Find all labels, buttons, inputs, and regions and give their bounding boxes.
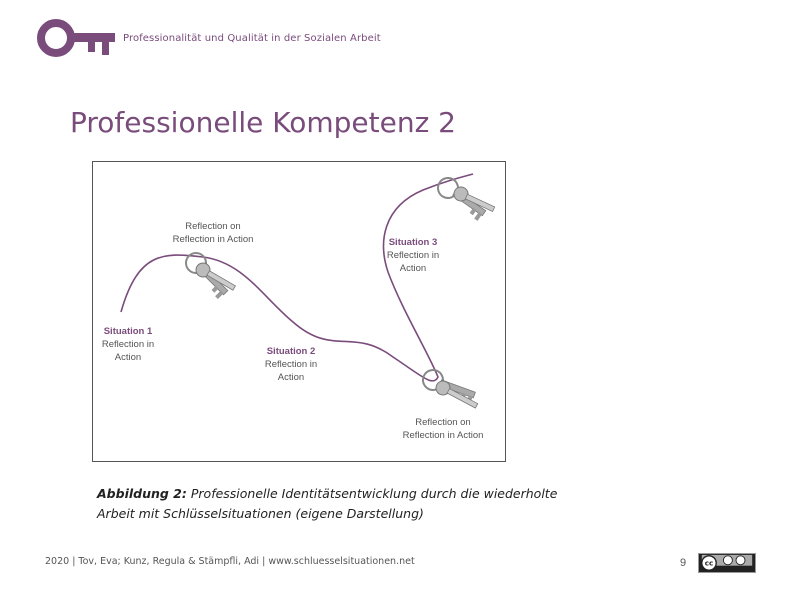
label-situation-2 bbox=[258, 345, 324, 384]
caption-text: Professionelle Identitätsentwicklung durch die wiederholte Arbeit mit Schlüsselsituationen (eigene Darstellung) bbox=[97, 486, 558, 521]
label-line: Action bbox=[399, 263, 427, 274]
key-icon bbox=[36, 16, 118, 60]
creative-commons-icon bbox=[698, 553, 756, 573]
label-line: Action bbox=[114, 352, 142, 363]
header-text: Professionalität und Qualität in der Sozialen Arbeit bbox=[123, 33, 381, 44]
situation-title: Situation 3 bbox=[388, 237, 438, 248]
figure-caption bbox=[97, 484, 567, 524]
label-situation-1 bbox=[97, 325, 159, 364]
label-line: Reflection on bbox=[185, 221, 241, 232]
svg-text:cc: cc bbox=[704, 558, 714, 568]
figure-diagram bbox=[92, 161, 506, 462]
label-situation-3 bbox=[380, 236, 446, 275]
label-line: Reflection in bbox=[264, 359, 318, 370]
situation-title: Situation 1 bbox=[103, 326, 153, 337]
label-line: Reflection in Action bbox=[172, 234, 254, 245]
label-line: Reflection in bbox=[386, 250, 440, 261]
slide-title: Professionelle Kompetenz 2 bbox=[70, 106, 456, 139]
caption-label: Abbildung 2: bbox=[97, 486, 187, 501]
footer-text: 2020 | Tov, Eva; Kunz, Regula & Stämpfli, Adi | www.schluesselsituationen.net bbox=[45, 556, 415, 567]
page-number: 9 bbox=[680, 557, 687, 569]
label-line: Reflection in bbox=[101, 339, 155, 350]
label-line: Action bbox=[277, 372, 305, 383]
label-reflection-on-top bbox=[163, 220, 263, 246]
label-reflection-on-bottom bbox=[393, 416, 493, 442]
label-line: Reflection on bbox=[415, 417, 471, 428]
label-line: Reflection in Action bbox=[402, 430, 484, 441]
situation-title: Situation 2 bbox=[266, 346, 316, 357]
